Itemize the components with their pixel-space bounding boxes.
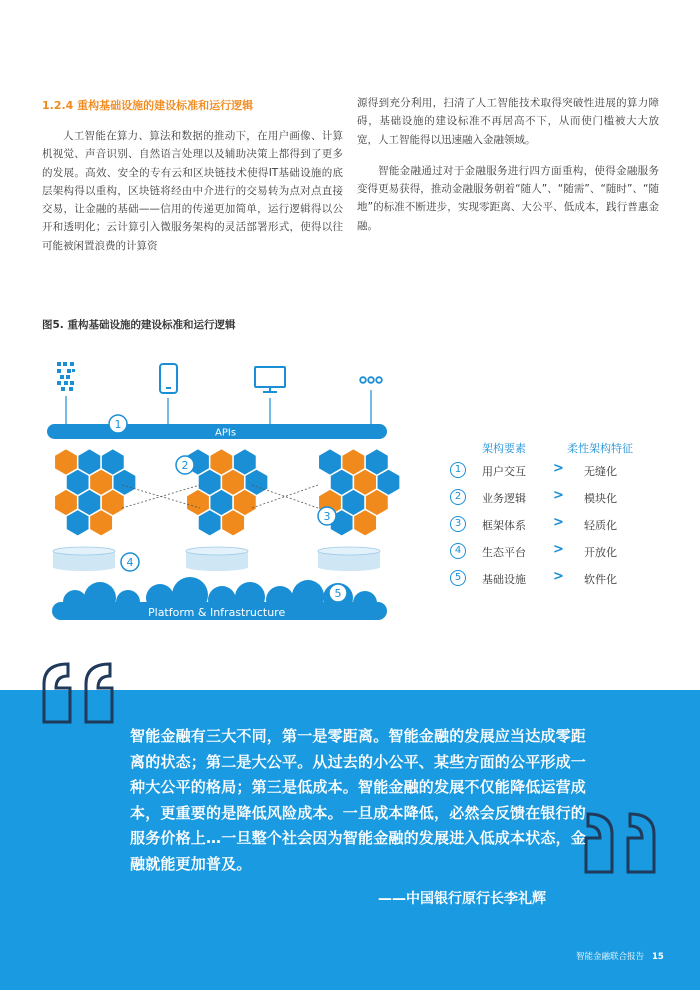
microservice-clusters	[54, 449, 400, 537]
figure-legend	[450, 440, 680, 597]
marker-4	[121, 553, 139, 571]
body-paragraph-continuation: 源得到充分利用，扫清了人工智能技术取得突破性进展的算力障碍，基础设施的建设标准不再居高不下，从而使门槛被大大放宽，人工智能得以迅速融入金融领域。	[357, 97, 659, 146]
figure-title: 图5. 重构基础设施的建设标准和运行逻辑	[42, 319, 236, 331]
chevron-right-icon: >	[553, 461, 564, 476]
page-number: 15	[652, 952, 664, 962]
database-cylinder	[53, 547, 115, 571]
monitor-icon	[255, 367, 285, 392]
legend-row: 3 框架体系 > 轻质化	[450, 516, 680, 543]
qr-code-icon	[57, 362, 75, 391]
hexagon-block	[353, 509, 376, 536]
svg-text:3: 3	[323, 510, 331, 523]
close-quote-icon	[582, 810, 662, 876]
chevron-right-icon: >	[553, 569, 564, 584]
hexagon-block	[89, 509, 112, 536]
section-title: 1.2.4 重构基础设施的建设标准和运行逻辑	[42, 99, 254, 112]
chevron-right-icon: >	[553, 542, 564, 557]
legend-row: 5 基础设施 > 软件化	[450, 570, 680, 597]
legend-row: 4 生态平台 > 开放化	[450, 543, 680, 570]
right-column	[357, 94, 659, 243]
svg-text:5: 5	[334, 587, 342, 600]
legend-header-features: 柔性架构特征	[567, 442, 633, 455]
legend-row: 2 业务逻辑 > 模块化	[450, 489, 680, 516]
chevron-right-icon: >	[553, 515, 564, 530]
marker-1	[109, 415, 127, 433]
marker-5	[329, 584, 347, 602]
svg-text:4: 4	[126, 556, 134, 569]
chevron-right-icon: >	[553, 488, 564, 503]
mobile-phone-icon	[160, 364, 177, 393]
left-column	[42, 127, 343, 263]
open-quote-icon	[40, 660, 120, 726]
legend-header-elements: 架构要素	[482, 442, 526, 455]
hexagon-block	[198, 509, 221, 536]
hexagon-block	[66, 509, 89, 536]
svg-text:2: 2	[181, 459, 189, 472]
platform-label: Platform & Infrastructure	[148, 606, 286, 619]
marker-3	[318, 507, 336, 525]
database-cylinder	[186, 547, 248, 571]
page-footer	[576, 950, 664, 962]
more-dots-icon	[360, 377, 382, 383]
report-name: 智能金融联合报告	[576, 952, 645, 962]
body-paragraph: 人工智能在算力、算法和数据的推动下，在用户画像、计算机视觉、声音识别、自然语言处理以及辅助决策上都得到了更多的发展。高效、安全的专有云和区块链技术使得IT基础设施的底层架构得以重构，区块链将经由中介进行的交易转为点对点直接交易，让金融的基础——信用的传递更加简单，运行逻辑得以公开和透明化；云计算引入微服务架构的灵活部署形式，使得以往可能被闲置浪费的计算资	[42, 130, 343, 252]
apis-label: APIs	[215, 427, 237, 439]
database-cylinder	[318, 547, 380, 571]
hexagon-block	[221, 509, 244, 536]
quote-text: 智能金融有三大不同，第一是零距离。智能金融的发展应当达成零距离的状态；第二是大公平。从过去的小公平、某些方面的公平形成一种大公平的格局；第三是低成本。智能金融的发展不仅能降低运营成本，更重要的是降低风险成本。一旦成本降低，必然会反馈在银行的服务价格上…一旦整个社会因为智能金融的发展进入低成本状态，金融就能更加普及。	[130, 727, 587, 873]
body-paragraph: 智能金融通过对于金融服务进行四方面重构，使得金融服务变得更易获得，推动金融服务朝着“随人”、“随需”、“随时”、“随地”的标准不断进步，实现零距离、大公平、低成本，践行普惠金融。	[357, 164, 659, 232]
quote-attribution: ——中国银行原行长李礼辉	[378, 891, 546, 907]
svg-text:1: 1	[114, 418, 122, 431]
marker-2	[176, 456, 194, 474]
legend-row: 1 用户交互 > 无缝化	[450, 462, 680, 489]
